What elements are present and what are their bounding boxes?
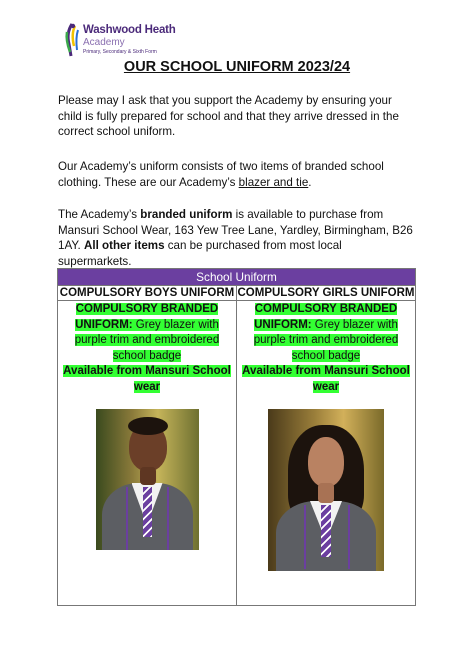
- academy-logo-icon: [63, 22, 81, 58]
- logo-name: Washwood Heath: [83, 24, 176, 36]
- other-items-text: All other items: [84, 239, 165, 253]
- uniform-items-text: Our Academy’s uniform consists of two items of branded school clothing. These are our Academy’s: [58, 160, 384, 189]
- uniform-table: [57, 268, 416, 606]
- page-title: OUR SCHOOL UNIFORM 2023/24: [123, 59, 351, 75]
- branded-uniform-text: branded uniform: [140, 208, 233, 221]
- girl-uniform-photo: [268, 409, 384, 571]
- girls-blazer-text: Grey blazer with purple trim and embroidered school badge: [253, 318, 399, 362]
- purchase-text-1: The Academy’s: [58, 208, 141, 221]
- boys-availability-text: Available from Mansuri School wear: [63, 365, 231, 393]
- logo-tagline: Primary, Secondary & Sixth Form: [83, 49, 157, 55]
- boys-uniform-cell: [58, 301, 237, 606]
- girls-availability-text: Available from Mansuri School wear: [242, 365, 410, 393]
- boys-branded-label: [75, 303, 219, 362]
- boys-availability: [63, 365, 231, 393]
- purchase-paragraph: [58, 207, 418, 269]
- purchase-text-2: is available to purchase from Mansuri School Wear, 163 Yew Tree Lane, Yardley, Birmingham, B26 1AY.: [58, 208, 413, 253]
- girls-branded-label-text: COMPULSORY BRANDED UNIFORM:: [254, 303, 398, 331]
- boys-branded-label-text: COMPULSORY BRANDED UNIFORM:: [75, 303, 219, 331]
- boys-uniform-description: [58, 301, 236, 395]
- uniform-items-end: .: [308, 175, 312, 189]
- purchase-text-3: can be purchased from most local supermarkets.: [58, 239, 342, 268]
- girls-branded-label: [254, 303, 398, 362]
- boys-column-heading: COMPULSORY BOYS UNIFORM: [58, 286, 237, 301]
- logo-sub: Academy: [83, 37, 125, 48]
- girls-uniform-cell: [237, 301, 416, 606]
- academy-logo: [63, 22, 176, 58]
- girls-availability: [242, 365, 410, 393]
- girls-uniform-description: [237, 301, 415, 395]
- table-header: School Uniform: [58, 269, 416, 286]
- blazer-and-tie-text: blazer and tie: [238, 175, 309, 189]
- intro-paragraph: Please may I ask that you support the Academy by ensuring your child is fully prepared for school and that they arrive dressed in the correct school uniform.: [58, 94, 399, 139]
- boy-uniform-photo: [96, 409, 199, 550]
- uniform-items-paragraph: [58, 159, 418, 190]
- boys-blazer-text: Grey blazer with purple trim and embroidered school badge: [74, 318, 220, 362]
- girls-column-heading: COMPULSORY GIRLS UNIFORM: [237, 287, 415, 299]
